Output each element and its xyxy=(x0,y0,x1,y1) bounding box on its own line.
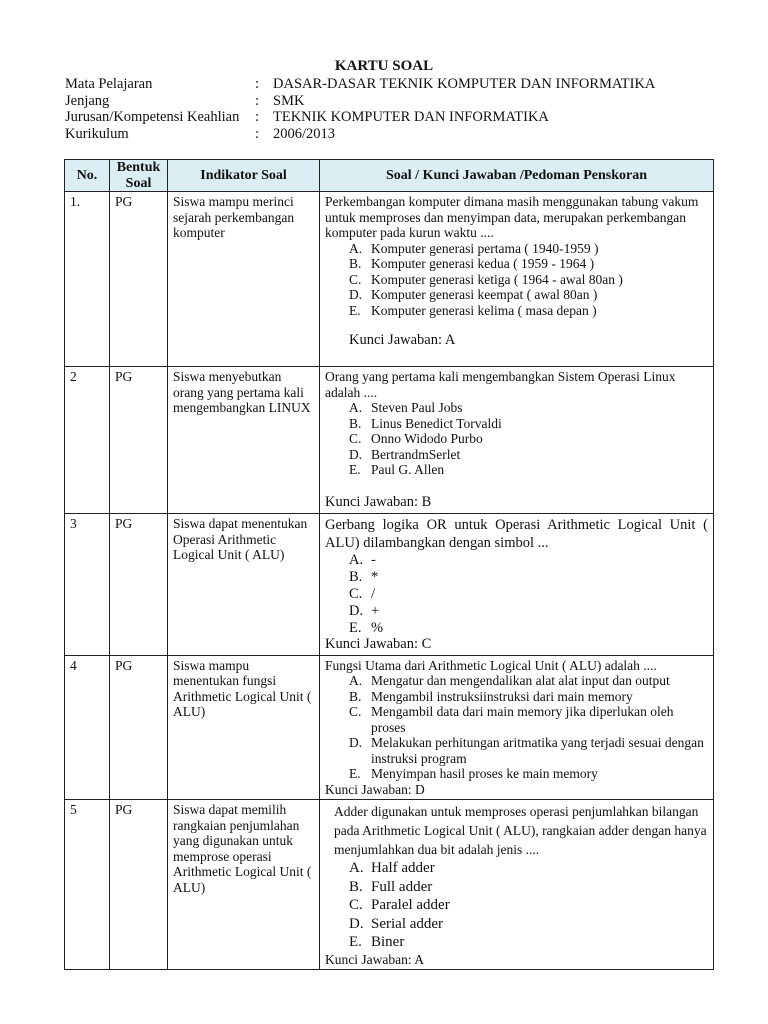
table-row xyxy=(65,655,714,800)
question-stem: Orang yang pertama kali mengembangkan Sistem Operasi Linux adalah .... xyxy=(325,369,676,400)
question-stem: Perkembangan komputer dimana masih menggunakan tabung vakum untuk memproses dan menyimpan data, merupakan perkembangan komputer pada kurun waktu .... xyxy=(325,194,699,240)
cell-bentuk: PG xyxy=(110,800,168,970)
cell-indikator: Siswa mampu merinci sejarah perkembangan komputer xyxy=(168,192,320,367)
meta-value: SMK xyxy=(273,92,305,109)
option: B. Komputer generasi kedua ( 1959 - 1964 ) xyxy=(349,256,595,271)
answer-key: Kunci Jawaban: B xyxy=(325,493,432,510)
option: A. Komputer generasi pertama ( 1940-1959 ) xyxy=(349,240,599,256)
meta-colon: : xyxy=(255,76,260,92)
header-soal: Soal / Kunci Jawaban /Pedoman Penskoran xyxy=(320,160,714,192)
answer-key: Kunci Jawaban: C xyxy=(325,636,432,652)
answer-key: Kunci Jawaban: A xyxy=(325,951,424,967)
cell-bentuk: PG xyxy=(110,514,168,656)
cell-no: 5 xyxy=(65,800,110,970)
option: D. Serial adder xyxy=(349,915,444,932)
meta-value: 2006/2013 xyxy=(273,125,336,142)
question-stem: Adder digunakan untuk memproses operasi penjumlahkan bilangan pada Arithmetic Logical Unit ( ALU), rangkaian adder dengan hanya menjumlahkan dua bit adalah jenis .... xyxy=(334,804,707,857)
meta-colon: : xyxy=(255,109,260,125)
table-row xyxy=(65,800,714,970)
meta-label: Jurusan/Kompetensi Keahlian xyxy=(65,109,240,125)
meta-row-mata-pelajaran xyxy=(65,76,655,93)
header-no: No. xyxy=(65,160,110,192)
option: C. Mengambil data dari main memory jika diperlukan oleh proses xyxy=(349,704,674,735)
meta-label: Kurikulum xyxy=(65,125,129,142)
option: C. / xyxy=(349,586,376,602)
cell-indikator: Siswa mampu menentukan fungsi Arithmetic Logical Unit ( ALU) xyxy=(168,655,320,800)
answer-key: Kunci Jawaban: A xyxy=(349,332,456,348)
cell-bentuk: PG xyxy=(110,367,168,514)
question-stem: Gerbang logika OR untuk Operasi Arithmetic Logical Unit ( ALU) dilambangkan dengan simbol ... xyxy=(325,517,708,551)
cell-no: 3 xyxy=(65,514,110,656)
option: E. % xyxy=(349,620,384,636)
option: C. Onno Widodo Purbo xyxy=(349,431,483,446)
meta-row-kurikulum xyxy=(65,126,655,143)
option: D. Komputer generasi keempat ( awal 80an ) xyxy=(349,287,598,302)
meta-row-jenjang xyxy=(65,93,655,110)
option-list xyxy=(325,400,708,478)
meta-value: TEKNIK KOMPUTER DAN INFORMATIKA xyxy=(273,109,549,125)
option: C. Komputer generasi ketiga ( 1964 - awal 80an ) xyxy=(349,271,623,287)
table-row xyxy=(65,192,714,367)
option: C. Paralel adder xyxy=(349,897,450,913)
option: B. Linus Benedict Torvaldi xyxy=(349,415,502,431)
option: E. Komputer generasi kelima ( masa depan ) xyxy=(349,302,597,318)
meta-colon: : xyxy=(255,92,260,109)
document-title: KARTU SOAL xyxy=(334,58,434,74)
cell-bentuk: PG xyxy=(110,192,168,367)
option: D. BertrandmSerlet xyxy=(349,446,461,462)
option: D. Melakukan perhitungan aritmatika yang terjadi sesuai dengan instruksi program xyxy=(349,735,704,766)
cell-soal xyxy=(320,655,714,800)
cell-soal xyxy=(320,192,714,367)
option-list xyxy=(325,673,708,782)
cell-no: 1. xyxy=(65,192,110,367)
cell-no: 2 xyxy=(65,367,110,514)
meta-label: Jenjang xyxy=(65,92,110,109)
meta-value: DASAR-DASAR TEKNIK KOMPUTER DAN INFORMATIKA xyxy=(273,76,656,92)
cell-no: 4 xyxy=(65,655,110,800)
option: E. Menyimpan hasil proses ke main memory xyxy=(349,766,598,781)
header-bentuk-soal: Bentuk Soal xyxy=(110,160,168,192)
header-indikator-soal: Indikator Soal xyxy=(168,160,320,192)
cell-indikator: Siswa dapat memilih rangkaian penjumlahan yang digunakan untuk memprose operasi Arithmetic Logical Unit ( ALU) xyxy=(168,800,320,970)
document-meta xyxy=(65,76,655,142)
question-stem: Fungsi Utama dari Arithmetic Logical Unit ( ALU) adalah .... xyxy=(325,657,657,673)
meta-label: Mata Pelajaran xyxy=(65,76,153,92)
option: B. Full adder xyxy=(349,878,433,895)
option: A. Mengatur dan mengendalikan alat alat input dan output xyxy=(349,673,670,688)
option: E. Paul G. Allen xyxy=(349,462,445,477)
question-table xyxy=(64,159,714,970)
cell-bentuk: PG xyxy=(110,655,168,800)
table-header-row xyxy=(65,160,714,192)
option: A. - xyxy=(349,552,376,568)
option: A. Steven Paul Jobs xyxy=(349,400,463,415)
option-list xyxy=(325,552,708,637)
cell-indikator: Siswa dapat menentukan Operasi Arithmetic Logical Unit ( ALU) xyxy=(168,514,320,656)
cell-soal xyxy=(320,800,714,970)
table-row xyxy=(65,367,714,514)
answer-key: Kunci Jawaban: D xyxy=(325,781,425,797)
meta-colon: : xyxy=(255,125,260,142)
meta-row-jurusan xyxy=(65,109,655,126)
option: A. Half adder xyxy=(349,860,435,876)
table-row xyxy=(65,514,714,656)
option: D. + xyxy=(349,603,380,619)
cell-indikator: Siswa menyebutkan orang yang pertama kali mengembangkan LINUX xyxy=(168,367,320,514)
option: B. Mengambil instruksiinstruksi dari main memory xyxy=(349,688,633,704)
option: B. * xyxy=(349,569,379,585)
cell-soal xyxy=(320,514,714,656)
option: E. Biner xyxy=(349,934,405,950)
option-list xyxy=(325,859,708,952)
option-list xyxy=(325,241,708,319)
cell-soal xyxy=(320,367,714,514)
